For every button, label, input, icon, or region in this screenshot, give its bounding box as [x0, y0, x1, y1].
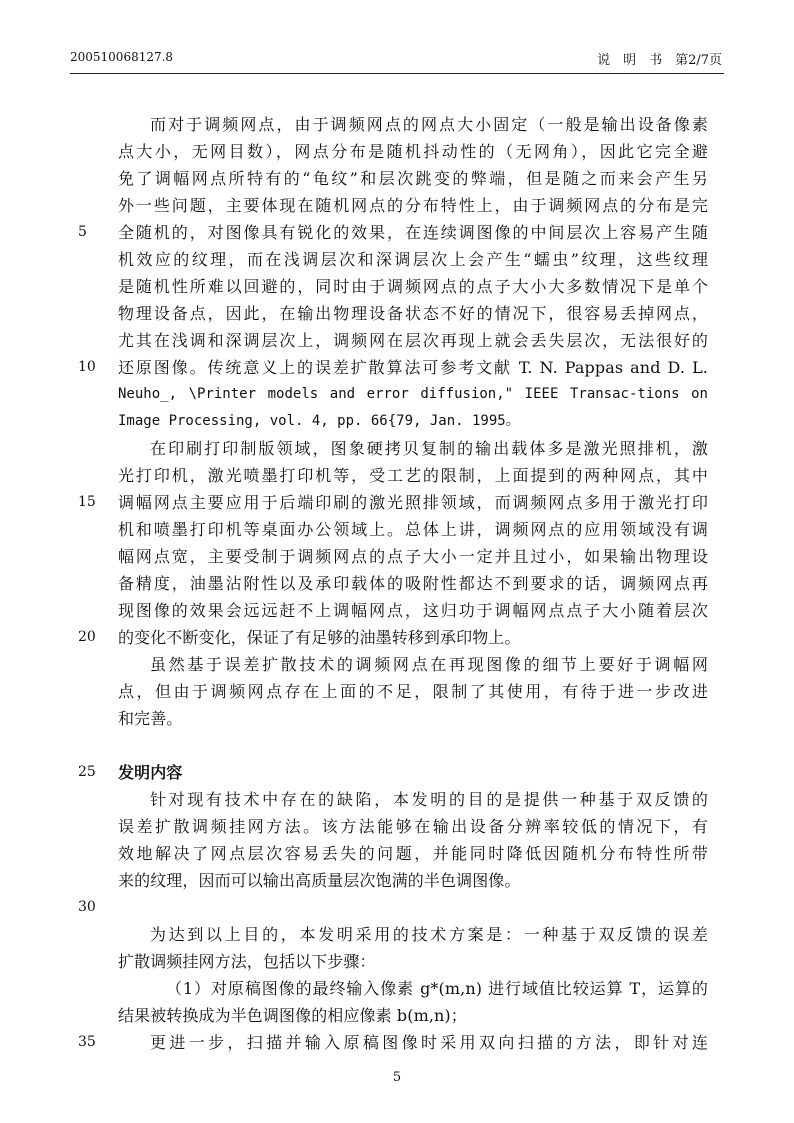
text-line: 调幅网点主要应用于后端印刷的激光照排领域，而调频网点多用于激光打印 — [118, 493, 708, 512]
document-body — [118, 111, 708, 1056]
line-number-spacer — [78, 921, 108, 948]
line-number-spacer — [78, 408, 108, 435]
section-heading: 发明内容 — [118, 763, 183, 782]
line-number-spacer — [78, 813, 108, 840]
line-number-spacer — [78, 678, 108, 705]
line-number: 35 — [78, 1034, 96, 1050]
line-number-spacer — [78, 543, 108, 570]
text-line: 的变化不断变化，保证了有足够的油墨转移到承印物上。 — [118, 628, 521, 647]
line-number-spacer — [78, 165, 108, 192]
line-number-spacer — [78, 948, 108, 975]
text-line: 点大小，无网目数），网点分布是随机抖动性的（无网角），因此它完全避 — [118, 142, 708, 161]
text-line: Image Processing, vol. 4, pp. 66{79, Jan. 1995。 — [118, 413, 520, 429]
line-number-spacer — [78, 300, 108, 327]
text-line: 备精度，油墨沾附性以及承印载体的吸附性都达不到要求的话，调频网点再 — [118, 574, 708, 593]
text-line: 和完善。 — [118, 709, 183, 728]
text-line: 机效应的纹理，而在浅调层次和深调层次上会产生“蠕虫”纹理，这些纹理 — [118, 250, 708, 269]
line-number-spacer — [78, 867, 108, 894]
line-number-spacer — [78, 705, 108, 732]
text-line: 点，但由于调频网点存在上面的不足，限制了其使用，有待于进一步改进 — [118, 682, 708, 701]
text-line: 针对现有技术中存在的缺陷，本发明的目的是提供一种基于双反馈的 — [150, 790, 708, 809]
line-number: 25 — [78, 764, 96, 780]
text-line: 还原图像。传统意义上的误差扩散算法可参考文献 T. N. Pappas and D. L. — [118, 358, 708, 377]
page-section-label: 说 明 书 第2/7页 — [597, 53, 722, 68]
text-line: 物理设备点，因此，在输出物理设备状态不好的情况下，很容易丢掉网点， — [118, 304, 708, 323]
text-line — [118, 732, 708, 759]
line-number-spacer — [78, 273, 108, 300]
line-number-spacer — [78, 246, 108, 273]
text-line: 来的纹理，因而可以输出高质量层次饱满的半色调图像。 — [118, 871, 521, 890]
document-number: 200510068127.8 — [70, 50, 174, 64]
text-line — [118, 894, 708, 921]
line-number: 20 — [78, 629, 96, 645]
line-number: 30 — [78, 899, 96, 915]
text-line: 而对于调频网点，由于调频网点的网点大小固定（一般是输出设备像素 — [150, 115, 708, 134]
line-number-spacer — [78, 111, 108, 138]
line-number-spacer — [78, 840, 108, 867]
line-number-spacer — [78, 732, 108, 759]
text-line: 现图像的效果会远远赶不上调幅网点，这归功于调幅网点点子大小随着层次 — [118, 601, 708, 620]
line-number-spacer — [78, 435, 108, 462]
line-number-spacer — [78, 597, 108, 624]
text-line: 扩散调频挂网方法，包括以下步骤： — [118, 952, 376, 971]
text-line: 光打印机，激光喷墨打印机等，受工艺的限制，上面提到的两种网点，其中 — [118, 466, 708, 485]
line-number-spacer — [78, 138, 108, 165]
line-number-spacer — [78, 192, 108, 219]
line-number: 10 — [78, 359, 96, 375]
text-line: 幅网点宽，主要受制于调频网点的点子大小一定并且过小，如果输出物理设 — [118, 547, 708, 566]
text-line: 为达到以上目的，本发明采用的技术方案是：一种基于双反馈的误差 — [150, 925, 708, 944]
line-number-spacer — [78, 1002, 108, 1029]
text-line: 在印刷打印制版领域，图象硬拷贝复制的输出载体多是激光照排机，激 — [150, 439, 708, 458]
text-line: （1）对原稿图像的最终输入像素 g*(m,n) 进行域值比较运算 T，运算的 — [166, 979, 708, 998]
header-divider — [70, 73, 724, 74]
text-line: 尤其在浅调和深调层次上，调频网在层次再现上就会丢失层次，无法很好的 — [118, 331, 708, 350]
text-line: 更进一步，扫描并输入原稿图像时采用双向扫描的方法，即针对连 — [150, 1033, 708, 1052]
text-line: 免了调幅网点所特有的“龟纹”和层次跳变的弊端，但是随之而来会产生另 — [118, 169, 708, 188]
text-line: 机和喷墨打印机等桌面办公领域上。总体上讲，调频网点的应用领域没有调 — [118, 520, 708, 539]
line-number: 15 — [78, 494, 96, 510]
line-number-spacer — [78, 786, 108, 813]
line-number-spacer — [78, 462, 108, 489]
line-number-spacer — [78, 381, 108, 408]
line-number-spacer — [78, 651, 108, 678]
line-number: 5 — [78, 224, 87, 240]
text-line: 虽然基于误差扩散技术的调频网点在再现图像的细节上要好于调幅网 — [150, 655, 708, 674]
page-number: 5 — [392, 1070, 402, 1085]
text-line: 误差扩散调频挂网方法。该方法能够在输出设备分辨率较低的情况下，有 — [118, 817, 708, 836]
text-line: 全随机的，对图像具有锐化的效果，在连续调图像的中间层次上容易产生随 — [118, 223, 708, 242]
text-line: 效地解决了网点层次容易丢失的问题，并能同时降低因随机分布特性所带 — [118, 844, 708, 863]
line-number-spacer — [78, 327, 108, 354]
line-number-spacer — [78, 570, 108, 597]
text-line: 外一些问题，主要体现在随机网点的分布特性上，由于调频网点的分布是完 — [118, 196, 708, 215]
line-number-column — [78, 111, 108, 1056]
text-line: Neuho_, \Printer models and error diffusion," IEEE Transac-tions on — [118, 386, 708, 402]
text-line: 结果被转换成为半色调图像的相应像素 b(m,n)； — [118, 1006, 467, 1025]
text-line: 是随机性所难以回避的，同时由于调频网点的点子大小大多数情况下是单个 — [118, 277, 708, 296]
line-number-spacer — [78, 516, 108, 543]
line-number-spacer — [78, 975, 108, 1002]
